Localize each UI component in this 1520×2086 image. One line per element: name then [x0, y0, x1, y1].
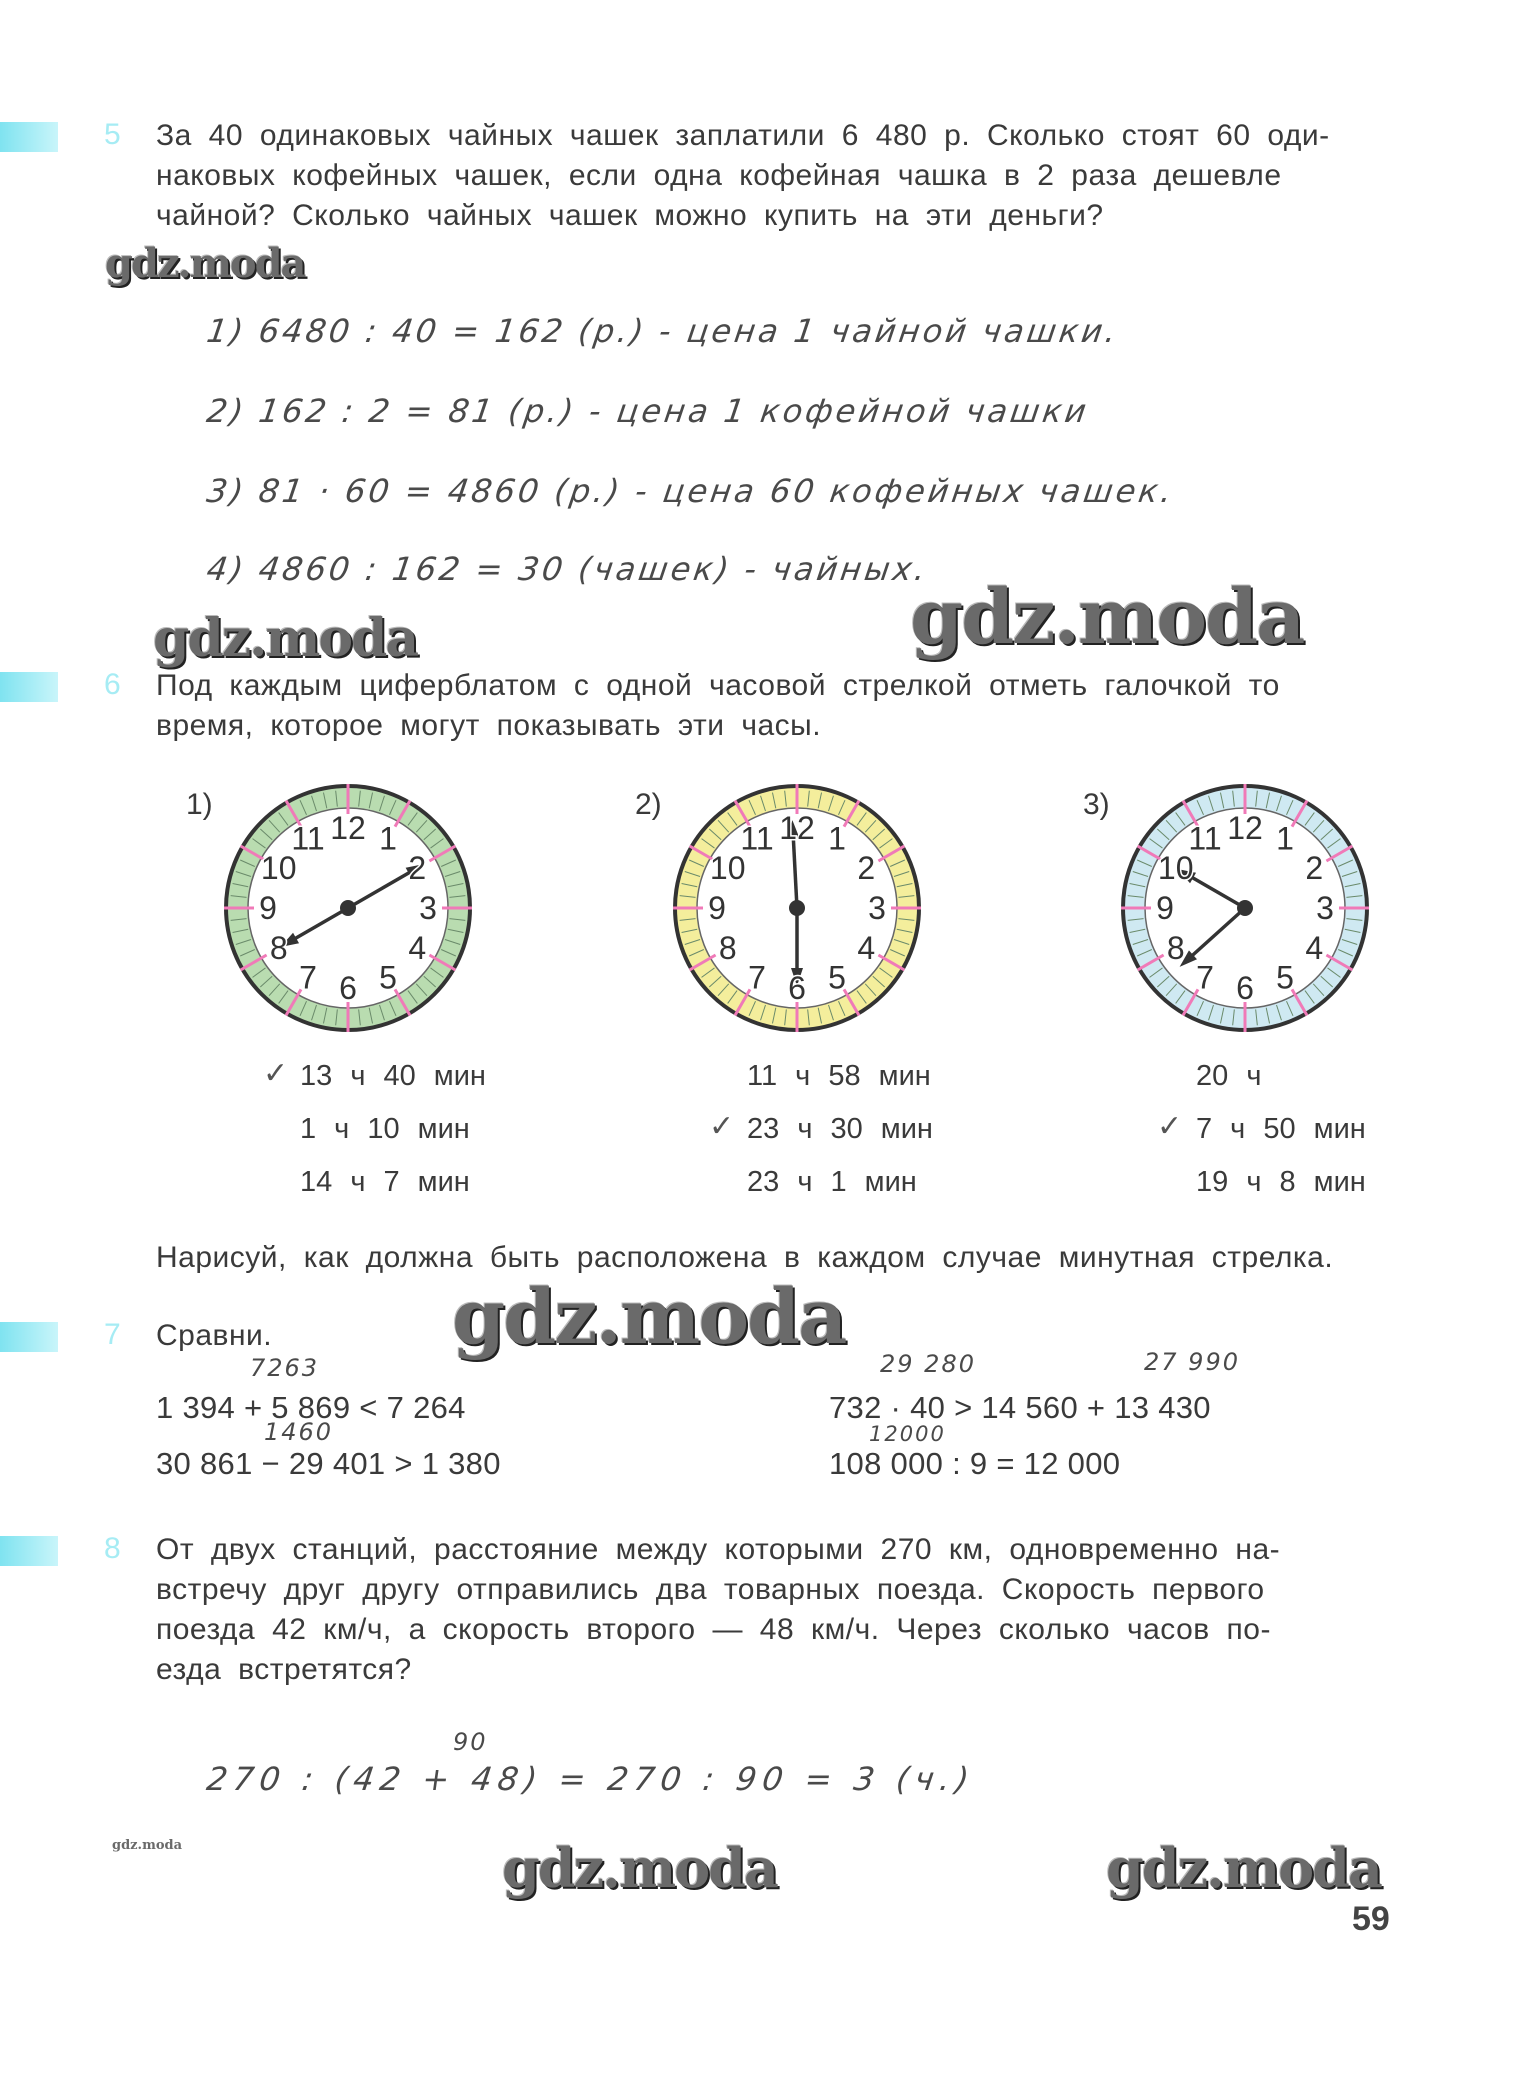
- dial-number: 4: [408, 930, 427, 966]
- time-option[interactable]: 1 ч 10 мин: [300, 1113, 470, 1145]
- clock-center: [1237, 900, 1253, 916]
- task6-footer: Нарисуй, как должна быть расположена в каждом случае минутная стрелка.: [156, 1241, 1334, 1274]
- dial-number: 11: [291, 820, 325, 857]
- time-option[interactable]: 19 ч 8 мин: [1196, 1166, 1366, 1198]
- text-line: время, которое могут показывать эти часы.: [156, 709, 822, 742]
- dial-number: 8: [269, 930, 288, 966]
- dial-number: 1: [1276, 820, 1294, 857]
- time-option[interactable]: 11 ч 58 мин: [747, 1060, 931, 1092]
- clock-center: [340, 900, 356, 916]
- check-mark-icon[interactable]: ✓: [263, 1057, 289, 1090]
- clock-face: [1115, 778, 1375, 1038]
- handwritten-note: 29 280: [880, 1350, 976, 1378]
- dial-number: 1: [379, 820, 397, 857]
- dial-number: 12: [330, 810, 366, 846]
- dial-number: 5: [379, 959, 397, 996]
- dial-number: 5: [828, 959, 846, 996]
- dial-number: 11: [740, 820, 774, 857]
- clock-label: 1): [186, 788, 213, 821]
- watermark: gdz.moda: [910, 572, 1304, 661]
- clock-face: [218, 778, 478, 1038]
- task-number: 6: [104, 668, 121, 701]
- watermark: gdz.moda: [105, 240, 305, 287]
- text-line: поезда 42 км/ч, а скорость второго — 48 км/ч. Через сколько часов по-: [156, 1613, 1271, 1646]
- dial-number: 3: [1316, 890, 1334, 926]
- handwritten-note: 27 990: [1144, 1348, 1240, 1376]
- dial-number: 2: [857, 850, 876, 886]
- dial-number: 6: [788, 970, 806, 1006]
- task7-title: Сравни.: [156, 1319, 273, 1352]
- task-number: 8: [104, 1532, 121, 1565]
- time-option[interactable]: 14 ч 7 мин: [300, 1166, 470, 1198]
- handwritten-note: 90: [453, 1728, 488, 1756]
- dial-number: 4: [1305, 930, 1324, 966]
- task-number: 7: [104, 1318, 121, 1351]
- dial-number: 8: [1166, 930, 1185, 966]
- handwritten-note: 12000: [869, 1422, 946, 1446]
- dial-number: 7: [1196, 959, 1214, 996]
- comparison: 1 394 + 5 869 < 7 264: [156, 1390, 466, 1425]
- handwritten-note: 7263: [250, 1354, 320, 1382]
- task-marker: [0, 672, 58, 702]
- dial-number: 3: [868, 890, 886, 926]
- comparison: 30 861 − 29 401 > 1 380: [156, 1446, 501, 1481]
- dial-number: 7: [748, 959, 766, 996]
- task6-text: [156, 666, 1400, 746]
- solution-line: 2) 162 : 2 = 81 (р.) - цена 1 кофейной чашки: [204, 392, 1092, 430]
- dial-number: 2: [1305, 850, 1324, 886]
- text-line: За 40 одинаковых чайных чашек заплатили 6 480 р. Сколько стоят 60 оди-: [156, 119, 1330, 152]
- dial-number: 3: [419, 890, 437, 926]
- clock-center: [789, 900, 805, 916]
- dial-number: 8: [718, 930, 737, 966]
- dial-number: 12: [779, 810, 815, 846]
- solution-line: 3) 81 · 60 = 4860 (р.) - цена 60 кофейных чашек.: [204, 472, 1177, 510]
- time-option[interactable]: 23 ч 30 мин: [747, 1113, 933, 1145]
- text-line: чайной? Сколько чайных чашек можно купить на эти деньги?: [156, 199, 1104, 232]
- clock-face: [667, 778, 927, 1038]
- text-line: встречу друг другу отправились два товарных поезда. Скорость первого: [156, 1573, 1265, 1606]
- watermark: gdz.moda: [153, 608, 418, 669]
- task8-text: [156, 1530, 1400, 1690]
- check-mark-icon[interactable]: ✓: [709, 1110, 735, 1143]
- dial-number: 2: [408, 850, 427, 886]
- dial-number: 9: [1156, 890, 1174, 926]
- dial-number: 6: [339, 970, 357, 1006]
- text-line: езда встретятся?: [156, 1653, 412, 1686]
- watermark: gdz.moda: [1106, 1836, 1381, 1900]
- clock-label: 2): [635, 788, 662, 821]
- page-number: 59: [1352, 1900, 1390, 1938]
- dial-number: 9: [708, 890, 726, 926]
- dial-number: 12: [1227, 810, 1263, 846]
- text-line: От двух станций, расстояние между которыми 270 км, одновременно на-: [156, 1533, 1281, 1566]
- solution-line: 4) 4860 : 162 = 30 (чашек) - чайных.: [204, 550, 931, 588]
- time-option[interactable]: 13 ч 40 мин: [300, 1060, 486, 1092]
- text-line: Под каждым циферблатом с одной часовой стрелкой отметь галочкой то: [156, 669, 1280, 702]
- check-mark-icon[interactable]: ✓: [1157, 1110, 1183, 1143]
- dial-number: 4: [857, 930, 876, 966]
- watermark: gdz.moda: [452, 1272, 846, 1361]
- dial-number: 9: [259, 890, 277, 926]
- time-option[interactable]: 20 ч: [1196, 1060, 1262, 1092]
- solution-line: 270 : (42 + 48) = 270 : 90 = 3 (ч.): [204, 1760, 978, 1798]
- task-number: 5: [104, 118, 121, 151]
- dial-number: 10: [709, 850, 746, 886]
- dial-number: 1: [828, 820, 846, 857]
- task-marker: [0, 122, 58, 152]
- watermark: gdz.moda: [502, 1836, 777, 1900]
- text-line: наковых кофейных чашек, если одна кофейная чашка в 2 раза дешевле: [156, 159, 1282, 192]
- task-marker: [0, 1322, 58, 1352]
- handwritten-note: 1460: [264, 1418, 334, 1446]
- comparison: 732 · 40 > 14 560 + 13 430: [829, 1390, 1211, 1425]
- dial-number: 10: [1157, 850, 1194, 886]
- clock-label: 3): [1083, 788, 1110, 821]
- dial-number: 7: [299, 959, 317, 996]
- watermark-small: gdz.moda: [112, 1838, 183, 1853]
- dial-number: 10: [260, 850, 297, 886]
- solution-line: 1) 6480 : 40 = 162 (р.) - цена 1 чайной чашки.: [204, 312, 1122, 350]
- task-marker: [0, 1536, 58, 1566]
- time-option[interactable]: 23 ч 1 мин: [747, 1166, 917, 1198]
- task5-text: [156, 116, 1400, 236]
- dial-number: 5: [1276, 959, 1294, 996]
- dial-number: 11: [1188, 820, 1222, 857]
- dial-number: 6: [1236, 970, 1254, 1006]
- comparison: 108 000 : 9 = 12 000: [829, 1446, 1121, 1481]
- time-option[interactable]: 7 ч 50 мин: [1196, 1113, 1366, 1145]
